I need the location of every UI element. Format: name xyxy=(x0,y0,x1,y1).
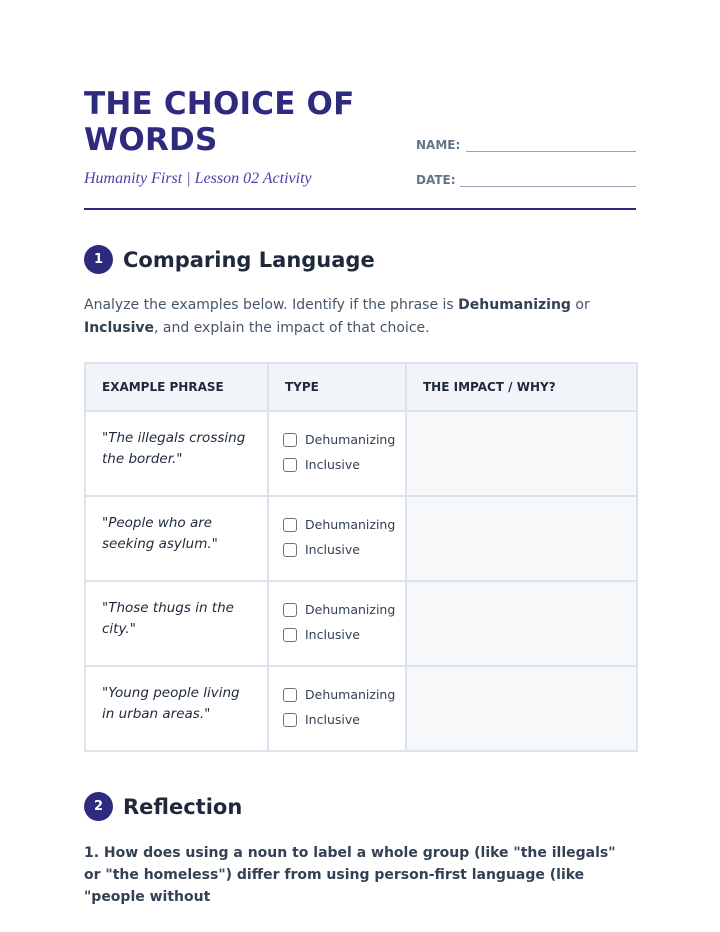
section-title: Reflection xyxy=(123,794,243,819)
section-number-badge: 2 xyxy=(84,792,113,821)
column-header-type: TYPE xyxy=(268,363,406,411)
table-row xyxy=(85,411,637,496)
checkbox[interactable] xyxy=(283,543,297,557)
section-title: Comparing Language xyxy=(123,247,375,272)
example-phrase: "Those thugs in the city." xyxy=(85,581,268,666)
column-header-impact: THE IMPACT / WHY? xyxy=(406,363,637,411)
option-inclusive[interactable] xyxy=(283,452,405,477)
table-row xyxy=(85,666,637,751)
option-dehumanizing[interactable] xyxy=(283,597,405,622)
type-options xyxy=(268,666,406,751)
type-options xyxy=(268,411,406,496)
type-options xyxy=(268,581,406,666)
column-header-phrase: EXAMPLE PHRASE xyxy=(85,363,268,411)
page-title: THE CHOICE OF WORDS xyxy=(84,86,355,158)
instructions xyxy=(84,294,644,340)
option-inclusive[interactable] xyxy=(283,622,405,647)
date-input-line[interactable] xyxy=(460,171,636,187)
option-label: Inclusive xyxy=(305,457,360,472)
impact-answer-cell[interactable] xyxy=(406,496,637,581)
date-label: DATE: xyxy=(416,173,456,187)
example-phrase: "Young people living in urban areas." xyxy=(85,666,268,751)
option-dehumanizing[interactable] xyxy=(283,682,405,707)
option-label: Dehumanizing xyxy=(305,432,396,447)
checkbox[interactable] xyxy=(283,688,297,702)
checkbox[interactable] xyxy=(283,433,297,447)
impact-answer-cell[interactable] xyxy=(406,411,637,496)
table-row xyxy=(85,496,637,581)
type-options xyxy=(268,496,406,581)
instructions-text: Analyze the examples below. Identify if the phrase is xyxy=(84,297,459,313)
option-label: Dehumanizing xyxy=(305,602,396,617)
option-label: Dehumanizing xyxy=(305,517,396,532)
table-header-row xyxy=(85,363,637,411)
impact-answer-cell[interactable] xyxy=(406,666,637,751)
comparison-table xyxy=(84,362,638,752)
option-inclusive[interactable] xyxy=(283,537,405,562)
student-fields xyxy=(416,132,636,202)
checkbox[interactable] xyxy=(283,518,297,532)
option-dehumanizing[interactable] xyxy=(283,512,405,537)
instructions-text: , and explain the impact of that choice. xyxy=(154,320,430,336)
example-phrase: "People who are seeking asylum." xyxy=(85,496,268,581)
checkbox[interactable] xyxy=(283,628,297,642)
name-input-line[interactable] xyxy=(466,136,636,152)
section-1-heading xyxy=(84,245,375,274)
checkbox[interactable] xyxy=(283,458,297,472)
reflection-question: 1. How does using a noun to label a whole group (like "the illegals" or "the homeless") differ from using person-first language (like "people without xyxy=(84,845,616,905)
option-label: Inclusive xyxy=(305,627,360,642)
page-subtitle: Humanity First | Lesson 02 Activity xyxy=(84,170,312,187)
section-2-heading xyxy=(84,792,242,821)
keyword-dehumanizing: Dehumanizing xyxy=(458,297,571,313)
name-label: NAME: xyxy=(416,138,461,152)
impact-answer-cell[interactable] xyxy=(406,581,637,666)
table-row xyxy=(85,581,637,666)
worksheet-header xyxy=(84,86,636,188)
option-label: Inclusive xyxy=(305,712,360,727)
option-label: Inclusive xyxy=(305,542,360,557)
name-field xyxy=(416,132,636,152)
option-label: Dehumanizing xyxy=(305,687,396,702)
example-phrase: "The illegals crossing the border." xyxy=(85,411,268,496)
date-field xyxy=(416,167,636,187)
checkbox[interactable] xyxy=(283,713,297,727)
section-number-badge: 1 xyxy=(84,245,113,274)
checkbox[interactable] xyxy=(283,603,297,617)
instructions-text: or xyxy=(570,297,590,313)
option-inclusive[interactable] xyxy=(283,707,405,732)
option-dehumanizing[interactable] xyxy=(283,427,405,452)
header-divider xyxy=(84,208,636,210)
keyword-inclusive: Inclusive xyxy=(84,320,154,336)
